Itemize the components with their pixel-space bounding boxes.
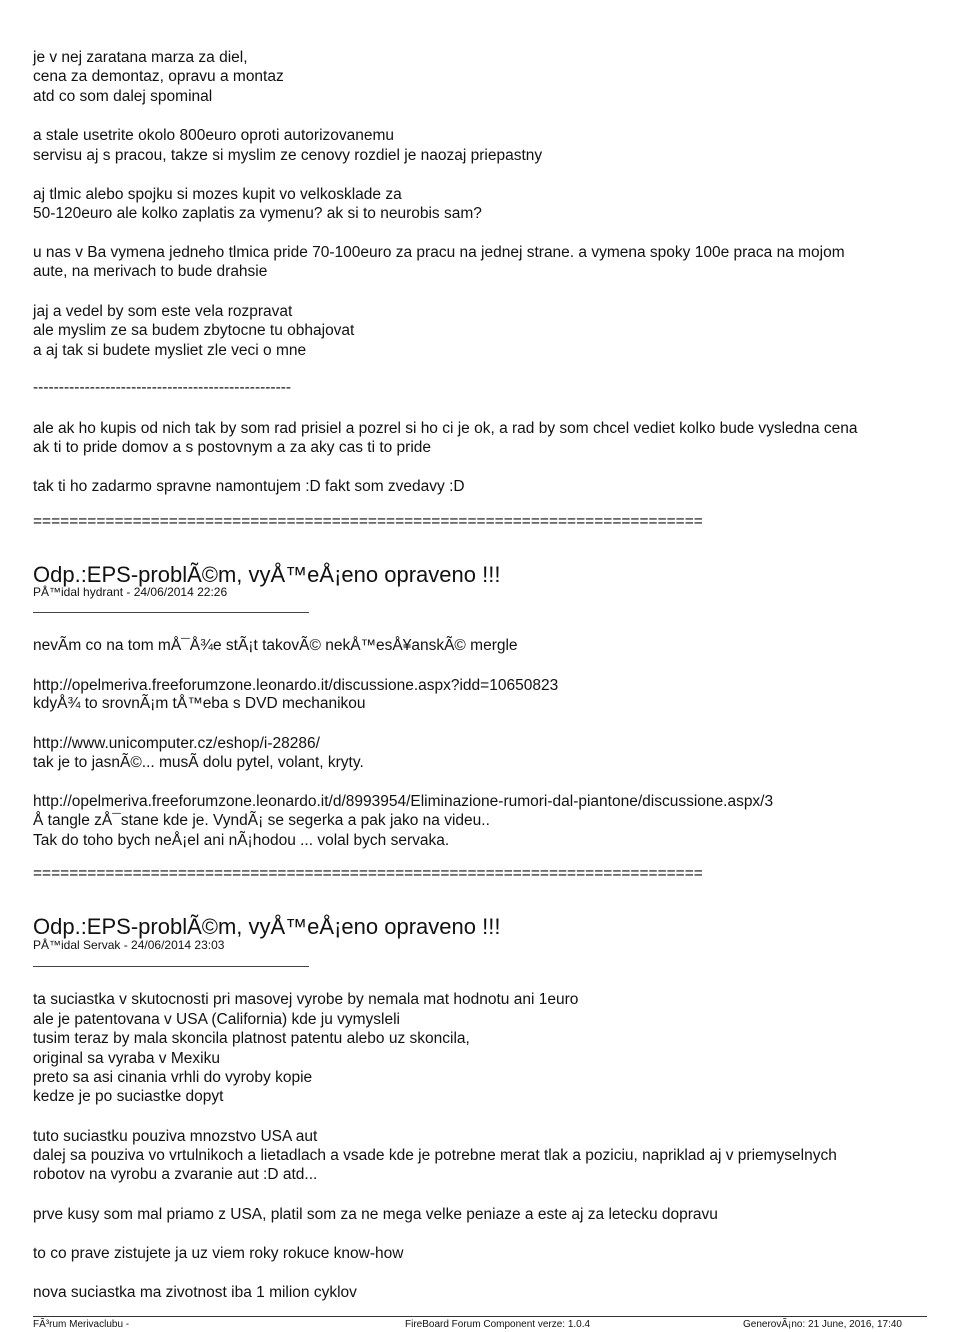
post-text-line: jaj a vedel by som este vela rozpravat: [33, 303, 293, 320]
equals-separator: ==========================================================================: [33, 513, 703, 530]
post-link[interactable]: http://opelmeriva.freeforumzone.leonardo.it/d/8993954/Eliminazione-rumori-dal-piantone/discussione.aspx/3: [33, 793, 774, 810]
post-text-line: ale ak ho kupis od nich tak by som rad prisiel a pozrel si ho ci je ok, a rad by som chcel vediet kolko bude vysledna cena: [33, 420, 858, 437]
post-text-line: cena za demontaz, opravu a montaz: [33, 68, 284, 85]
post-text-line: a stale usetrite okolo 800euro oproti autorizovanemu: [33, 127, 395, 144]
post-text-line: je v nej zaratana marza za diel,: [33, 49, 248, 66]
post-text-line: ta suciastka v skutocnosti pri masovej vyrobe by nemala mat hodnotu ani 1euro: [33, 991, 579, 1008]
post-text-line: tuto suciastku pouziva mnozstvo USA aut: [33, 1128, 318, 1145]
title-underline: [33, 966, 309, 967]
post-text-line: servisu aj s pracou, takze si myslim ze cenovy rozdiel je naozaj priepastny: [33, 147, 543, 164]
post-text-line: 50-120euro ale kolko zaplatis za vymenu? ak si to neurobis sam?: [33, 205, 482, 222]
post-text-line: ale je patentovana v USA (California) kde ju vymysleli: [33, 1011, 401, 1028]
equals-separator: ==========================================================================: [33, 865, 703, 882]
post-meta: PÅ™idal hydrant - 24/06/2014 22:26: [33, 585, 228, 599]
post-text-line: preto sa asi cinania vrhli do vyroby kopie: [33, 1069, 313, 1086]
title-underline: [33, 612, 309, 613]
post-text-line: tusim teraz by mala skoncila platnost patentu alebo uz skoncila,: [33, 1030, 470, 1047]
footer-generated: GenerovÃ¡no: 21 June, 2016, 17:40: [742, 1319, 902, 1330]
post-text-line: dalej sa pouziva vo vrtulnikoch a lietadlach a vsade kde je potrebne merat tlak a poziciu, napriklad aj v priemyselnych: [33, 1147, 837, 1164]
footer-divider: [33, 1316, 927, 1317]
post-text-line: tak je to jasnÃ©... musÃ dolu pytel, volant, kryty.: [33, 754, 364, 771]
post-meta: PÅ™idal Servak - 24/06/2014 23:03: [33, 938, 225, 952]
post-link[interactable]: http://www.unicomputer.cz/eshop/i-28286/: [33, 735, 320, 752]
post-text-line: aj tlmic alebo spojku si mozes kupit vo velkosklade za: [33, 186, 402, 203]
post-text-line: kedze je po suciastke dopyt: [33, 1088, 224, 1105]
post-text-line: tak ti ho zadarmo spravne namontujem :D fakt som zvedavy :D: [33, 478, 465, 495]
post-text-line: ak ti to pride domov a s postovnym a za aky cas ti to pride: [33, 439, 432, 456]
post-text-line: a aj tak si budete mysliet zle veci o mne: [33, 342, 307, 359]
footer-site-name: FÃ³rum Merivaclubu -: [33, 1319, 130, 1330]
post-text-line: atd co som dalej spominal: [33, 88, 213, 105]
footer-component: FireBoard Forum Component verze: 1.0.4: [405, 1319, 591, 1330]
post-text-line: nova suciastka ma zivotnost iba 1 milion cyklov: [33, 1284, 357, 1301]
post-text-line: u nas v Ba vymena jedneho tlmica pride 70-100euro za pracu na jednej strane. a vymena spoky 100e praca na mojom: [33, 244, 845, 261]
post-text-line: aute, na merivach to bude drahsie: [33, 263, 268, 280]
post-title: Odp.:EPS-problÃ©m, vyÅ™eÅ¡eno opraveno !!!: [33, 562, 501, 587]
post-text-line: kdyÅ¾ to srovnÃ¡m tÅ™eba s DVD mechanikou: [33, 695, 366, 712]
post-text-line: to co prave zistujete ja uz viem roky rokuce know-how: [33, 1245, 404, 1262]
post-text-line: nevÃm co na tom mÅ¯Å¾e stÃ¡t takovÃ© nekÅ™esÅ¥anskÃ© mergle: [33, 637, 518, 654]
post-link[interactable]: http://opelmeriva.freeforumzone.leonardo.it/discussione.aspx?idd=10650823: [33, 677, 559, 694]
post-title: Odp.:EPS-problÃ©m, vyÅ™eÅ¡eno opraveno !!!: [33, 914, 501, 939]
post-text-line: original sa vyraba v Mexiku: [33, 1050, 220, 1067]
post-text-line: robotov na vyrobu a zvaranie aut :D atd...: [33, 1166, 318, 1183]
post-text-line: Å tangle zÅ¯stane kde je. VyndÃ¡ se segerka a pak jako na videu..: [33, 812, 490, 829]
post-text-line: Tak do toho bych neÅ¡el ani nÃ¡hodou ... volal bych servaka.: [33, 832, 450, 849]
post-text-line: prve kusy som mal priamo z USA, platil som za ne mega velke peniaze a este aj za letecku dopravu: [33, 1206, 718, 1223]
post-text-line: ale myslim ze sa budem zbytocne tu obhajovat: [33, 322, 355, 339]
dash-separator: --------------------------------------------------: [33, 379, 292, 396]
